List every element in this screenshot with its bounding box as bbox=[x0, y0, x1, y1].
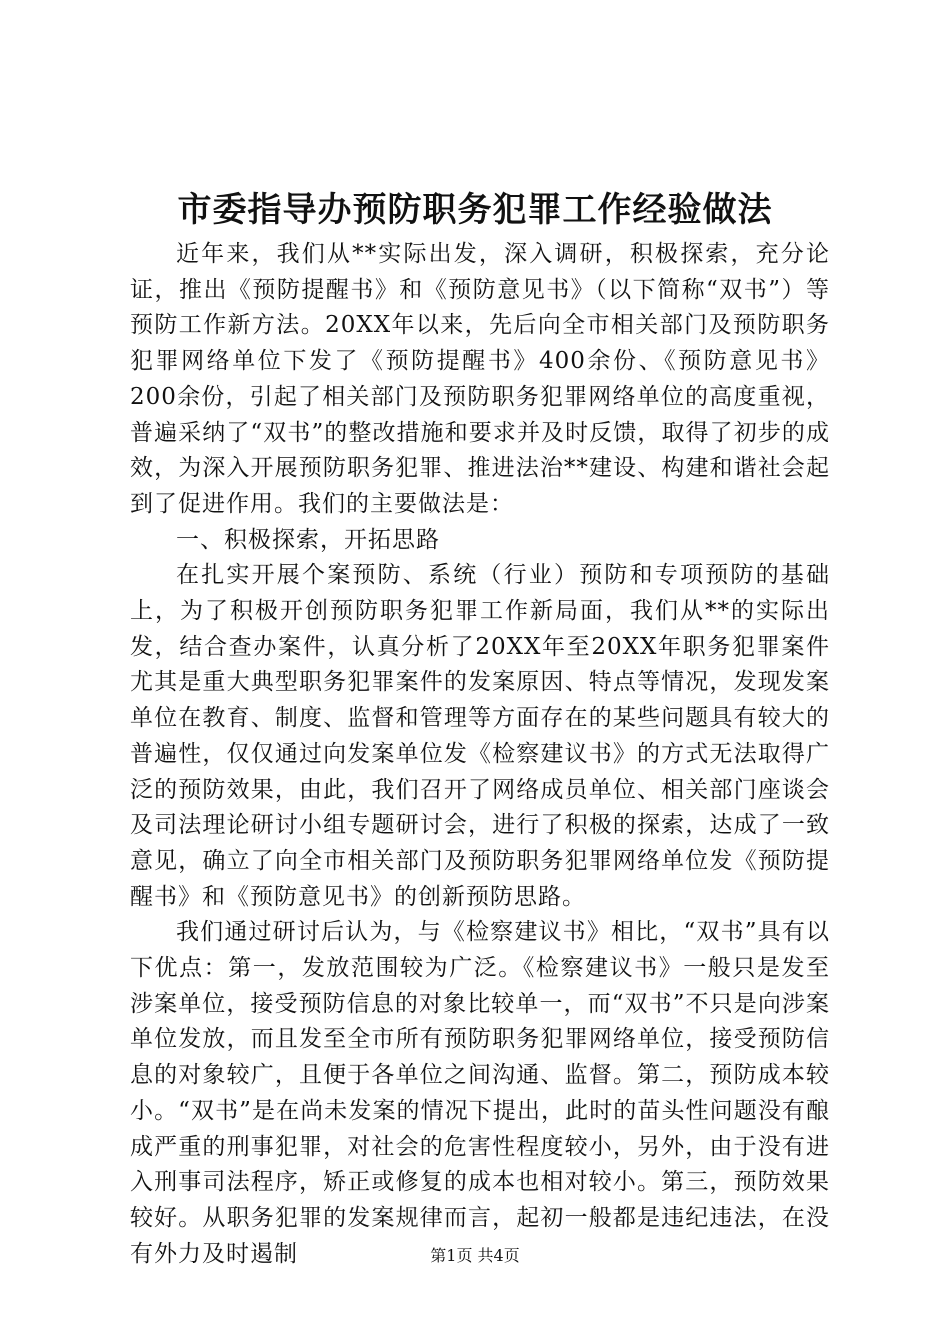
document-body bbox=[130, 237, 830, 1272]
document-title: 市委指导办预防职务犯罪工作经验做法 bbox=[177, 190, 773, 230]
page-footer: 第1页 共4页 bbox=[430, 1246, 520, 1265]
section-heading: 一、积极探索，开拓思路 bbox=[176, 526, 440, 553]
intro-paragraph: 近年来，我们从**实际出发，深入调研，积极探索，充分论证，推出《预防提醒书》和《预防意见书》（以下简称“双书”）等预防工作新方法。20XX年以来，先后向全市相关部门及预防职务犯罪网络单位下发了《预防提醒书》400余份、《预防意见书》200余份，引起了相关部门及预防职务犯罪网络单位的高度重视，普遍采纳了“双书”的整改措施和要求并及时反馈，取得了初步的成效，为深入开展预防职务犯罪、推进法治**建设、构建和谐社会起到了促进作用。我们的主要做法是： bbox=[130, 241, 830, 517]
body-paragraph: 我们通过研讨后认为，与《检察建议书》相比，“双书”具有以下优点：第一，发放范围较为广泛。《检察建议书》一般只是发至涉案单位，接受预防信息的对象比较单一，而“双书”不只是向涉案单位发放，而且发至全市所有预防职务犯罪网络单位，接受预防信息的对象较广，且便于各单位之间沟通、监督。第二，预防成本较小。“双书”是在尚未发案的情况下提出，此时的苗头性问题没有酿成严重的刑事犯罪，对社会的危害性程度较小，另外，由于没有进入刑事司法程序，矫正或修复的成本也相对较小。第三，预防效果较好。从职务犯罪的发案规律而言，起初一般都是违纪违法，在没有外力及时遏制 bbox=[130, 919, 830, 1267]
body-paragraph: 在扎实开展个案预防、系统（行业）预防和专项预防的基础上，为了积极开创预防职务犯罪工作新局面，我们从**的实际出发，结合查办案件，认真分析了20XX年至20XX年职务犯罪案件尤其是重大典型职务犯罪案件的发案原因、特点等情况，发现发案单位在教育、制度、监督和管理等方面存在的某些问题具有较大的普遍性，仅仅通过向发案单位发《检察建议书》的方式无法取得广泛的预防效果，由此，我们召开了网络成员单位、相关部门座谈会及司法理论研讨小组专题研讨会，进行了积极的探索，达成了一致意见，确立了向全市相关部门及预防职务犯罪网络单位发《预防提醒书》和《预防意见书》的创新预防思路。 bbox=[130, 562, 830, 910]
